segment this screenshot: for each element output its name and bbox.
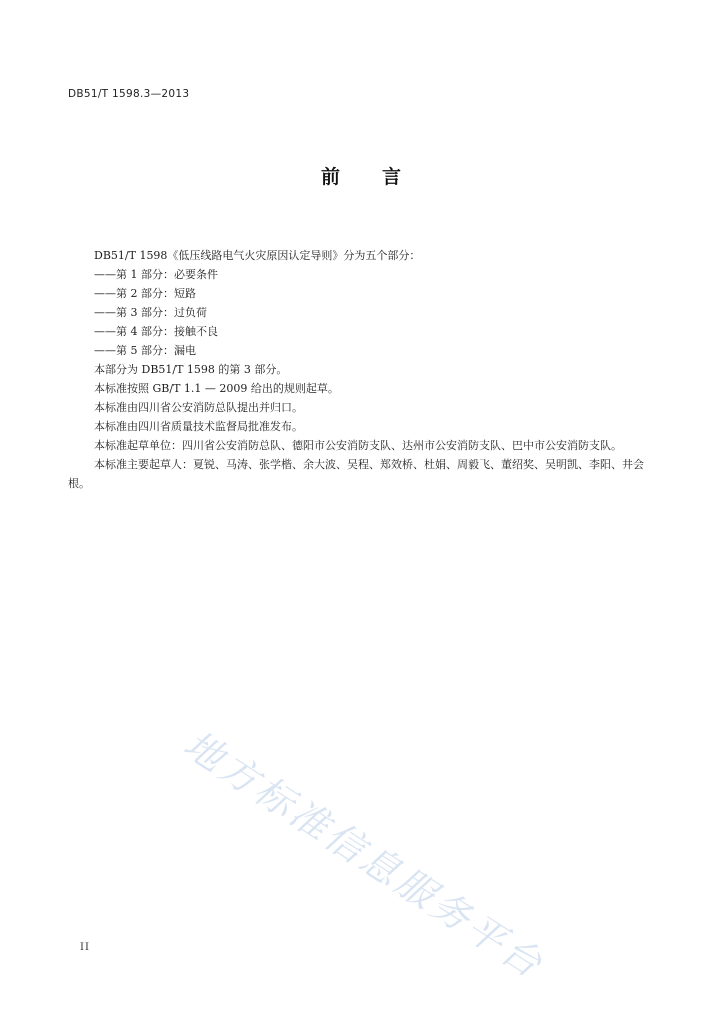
foreword-body: [68, 246, 656, 493]
list-item-part-4: ——第 4 部分：接触不良: [94, 325, 218, 338]
paragraph-proposer: 本标准由四川省公安消防总队提出并归口。: [94, 401, 303, 414]
list-item-part-5: ——第 5 部分：漏电: [94, 344, 196, 357]
title-char-1: 前: [320, 166, 342, 188]
list-item-part-1: ——第 1 部分：必要条件: [94, 268, 218, 281]
page-number: II: [80, 942, 90, 953]
paragraph-drafting-units: 本标准起草单位：四川省公安消防总队、德阳市公安消防支队、达州市公安消防支队、巴中市公安消防支队。: [94, 439, 622, 452]
title-char-2: 言: [382, 166, 404, 188]
paragraph-intro: DB51/T 1598《低压线路电气火灾原因认定导则》分为五个部分：: [94, 249, 421, 262]
paragraph-drafting-rules: 本标准按照 GB/T 1.1 — 2009 给出的规则起草。: [94, 382, 339, 395]
document-code: DB51/T 1598.3—2013: [68, 88, 190, 100]
paragraph-approver: 本标准由四川省质量技术监督局批准发布。: [94, 420, 303, 433]
list-item-part-2: ——第 2 部分：短路: [94, 287, 196, 300]
list-item-part-3: ——第 3 部分：过负荷: [94, 306, 207, 319]
page-title: [0, 162, 724, 189]
paragraph-part-statement: 本部分为 DB51/T 1598 的第 3 部分。: [94, 363, 288, 376]
watermark: 地方标准信息服务平台: [176, 721, 553, 988]
paragraph-drafters: 本标准主要起草人：夏锐、马涛、张学楷、余大波、吴程、郑效桥、杜娟、周毅飞、董绍奖、吴明凯、李阳、井会根。: [68, 458, 644, 490]
